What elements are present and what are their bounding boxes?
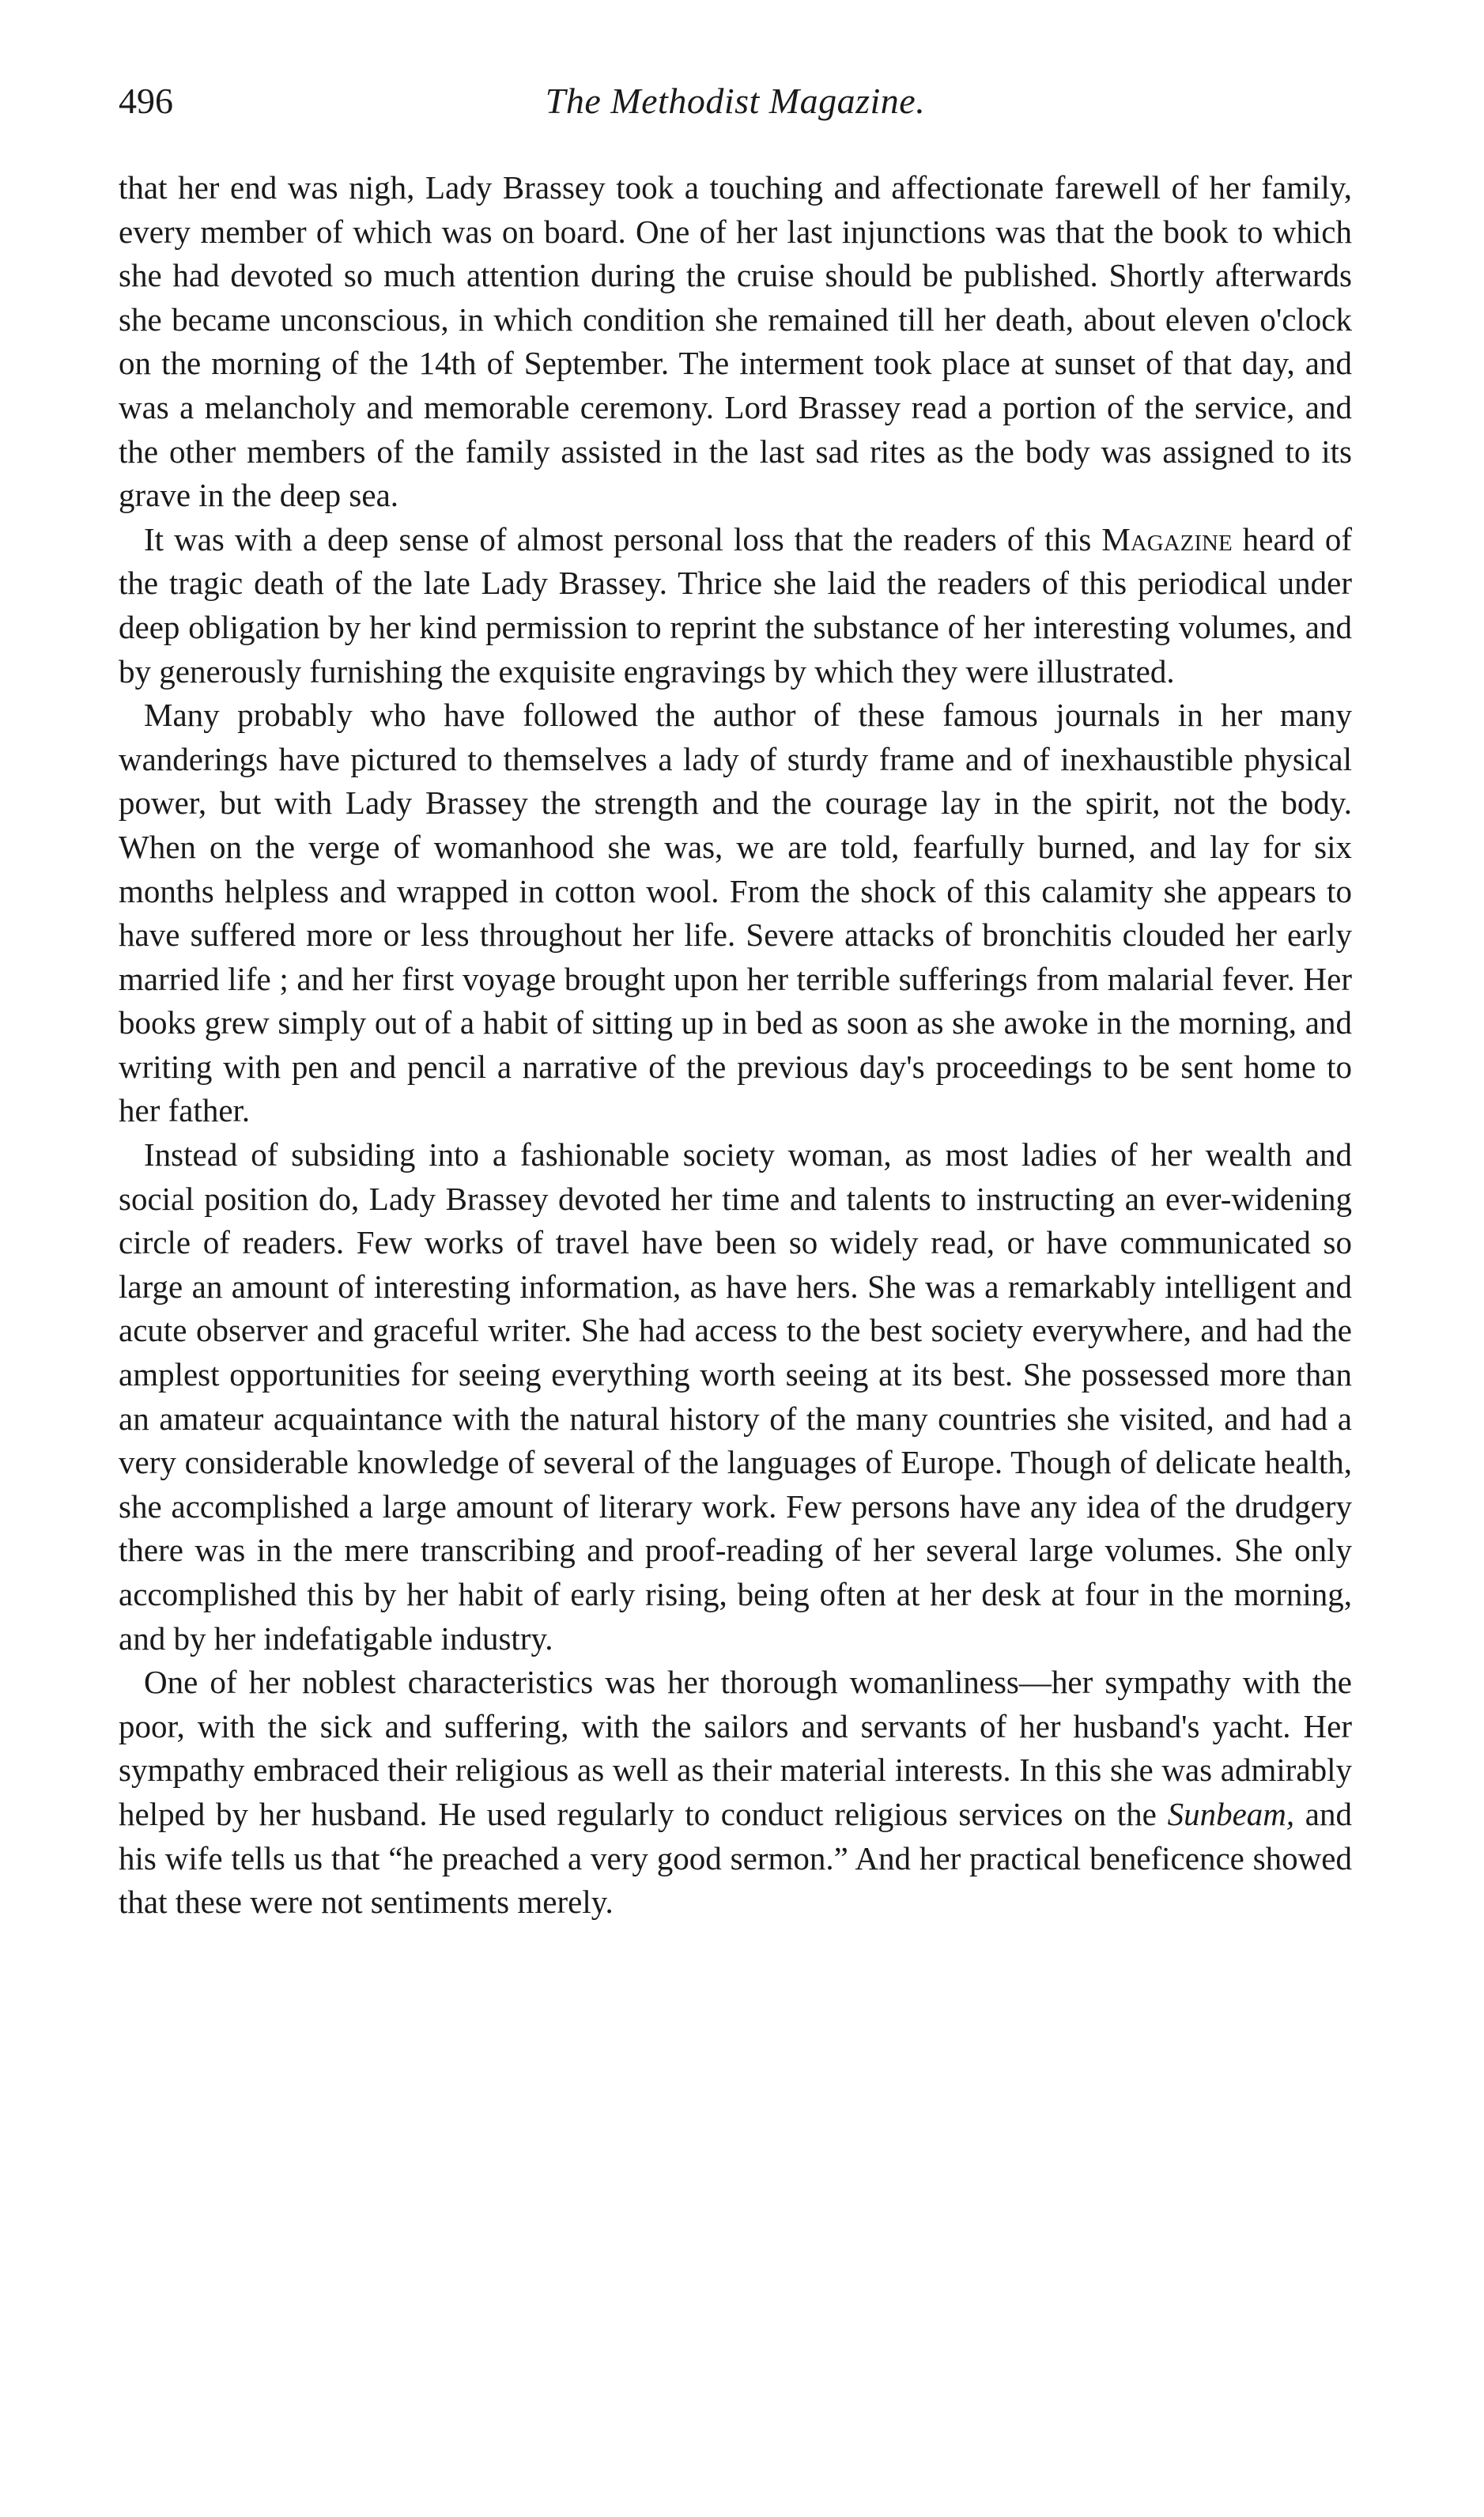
- paragraph-text: heard of the tragic death of the late Lady Brassey. Thrice she laid the readers of this periodical under deep obligation by her kind permission to reprint the substance of her interesting volumes, and by generously furnishing the exquisite engravings by which they were illustrated.: [119, 520, 1353, 690]
- journal-title: The Methodist Magazine.: [545, 81, 926, 121]
- article-body: [119, 166, 1352, 1925]
- paragraph-text: One of her noblest characteristics was her thorough womanliness—her sympathy with the poor, with the sick and suffering, with the sailors and servants of her husband's yacht. Her sympathy embraced their religious as well as their material interests. In this she was admirably helped by her husband. He used regularly to conduct religious services on the: [119, 1664, 1352, 1832]
- paragraph-character: [119, 1661, 1352, 1925]
- yacht-name: Sunbeam,: [1167, 1795, 1295, 1832]
- page-number: 496: [119, 81, 173, 121]
- paragraph-continued: that her end was nigh, Lady Brassey took a touching and affectionate farewell of her family, every member of which was on board. One of her last injunctions was that the book to which she had devoted so much attention during the cruise should be published. Shortly afterwards she became unconscious, in which condition she remained till her death, about eleven o'clock on the morning of the 14th of September. The interment took place at sunset of that day, and was a melancholy and memorable ceremony. Lord Brassey read a portion of the service, and the other members of the family assisted in the last sad rites as the body was assigned to its grave in the deep sea.: [119, 169, 1352, 514]
- paragraph-text: and his wife tells us that “he preached a very good sermon.” And her practical beneficence showed that these were not sentiments merely.: [119, 1795, 1352, 1921]
- paragraph-text: It was with a deep sense of almost personal loss that the readers of this: [144, 520, 1102, 557]
- paragraph-travel-writing: Instead of subsiding into a fashionable society woman, as most ladies of her wealth and social position do, Lady Brassey devoted her time and talents to instructing an ever-widening circle of readers. Few works of travel have been so widely read, or have communicated so large an amount of interesting information, as have hers. She was a remarkably intelligent and acute observer and graceful writer. She had access to the best society everywhere, and had the amplest opportunities for seeing everything worth seeing at its best. She possessed more than an amateur acquaintance with the natural history of the many countries she visited, and had a very considerable knowledge of several of the languages of Europe. Though of delicate health, she accomplished a large amount of literary work. Few persons have any idea of the drudgery there was in the mere transcribing and proof-reading of her several large volumes. She only accomplished this by her habit of early rising, being often at her desk at four in the morning, and by her indefatigable industry.: [119, 1136, 1352, 1657]
- running-head: [119, 79, 1352, 134]
- paragraph-health: Many probably who have followed the author of these famous journals in her many wanderings have pictured to themselves a lady of sturdy frame and of inexhaustible physical power, but with Lady Brassey the strength and the courage lay in the spirit, not the body. When on the verge of womanhood she was, we are told, fearfully burned, and lay for six months helpless and wrapped in cotton wool. From the shock of this calamity she appears to have suffered more or less throughout her life. Severe attacks of bronchitis clouded her early married life ; and her first voyage brought upon her terrible sufferings from malarial fever. Her books grew simply out of a habit of sitting up in bed as soon as she awoke in the morning, and writing with pen and pencil a narrative of the previous day's proceedings to be sent home to her father.: [119, 697, 1352, 1129]
- paragraph-magazine-readers: [119, 518, 1352, 693]
- magazine-page: [119, 79, 1352, 1925]
- magazine-name: Magazine: [1101, 520, 1233, 557]
